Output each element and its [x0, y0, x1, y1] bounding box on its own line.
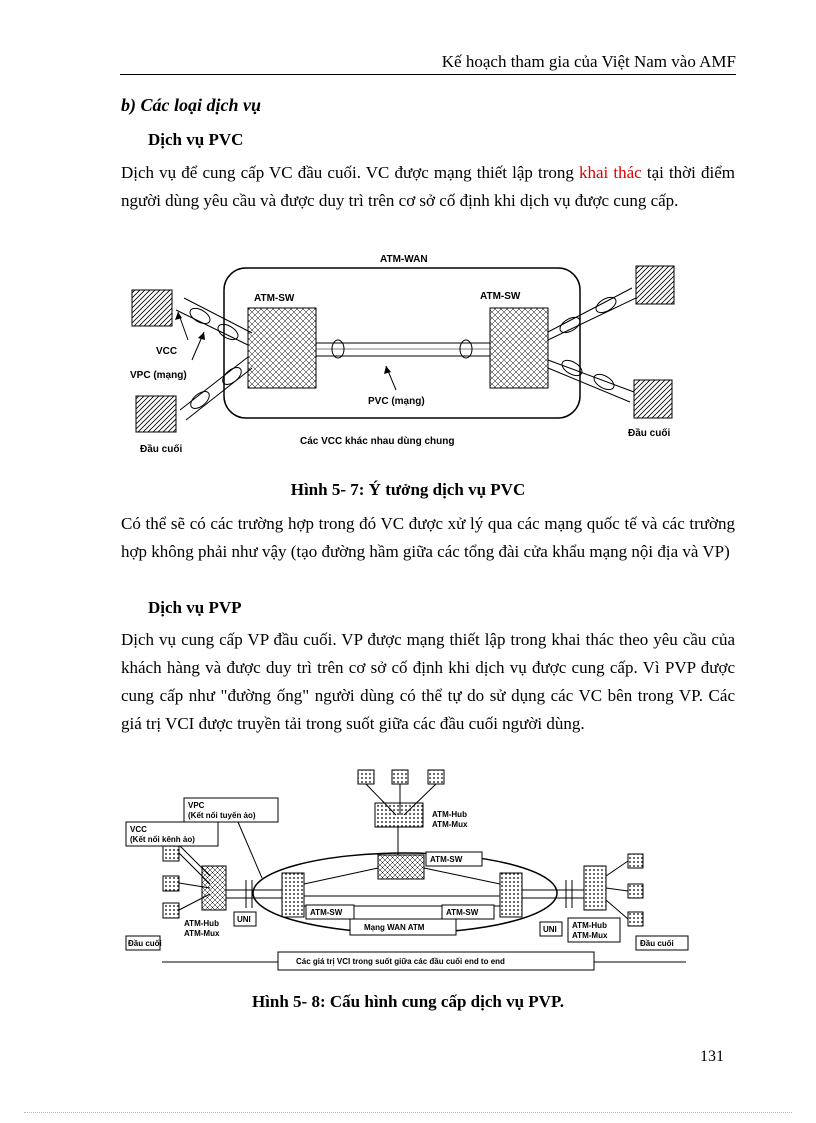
- hub-left-label-2: ATM-Mux: [184, 929, 220, 938]
- vcc-label-1: VCC: [130, 825, 147, 834]
- terminal-right-1: [628, 854, 643, 868]
- atm-sw-right-node: [500, 873, 522, 917]
- atm-sw-left-node-label: ATM-SW: [310, 908, 343, 917]
- terminal-left-label: Đầu cuối: [128, 939, 162, 948]
- atm-wan-label: ATM-WAN: [380, 254, 428, 265]
- vpc-label-2: (Kết nối tuyến ảo): [188, 811, 256, 820]
- terminal-right-label: Đầu cuối: [640, 939, 674, 948]
- hub-top-label-1: ATM-Hub: [432, 810, 467, 819]
- terminal-top-3: [428, 770, 444, 784]
- shared-vcc-label: Các VCC khác nhau dùng chung: [300, 436, 455, 447]
- hub-right-label-1: ATM-Hub: [572, 921, 607, 930]
- terminal-left-3: [163, 903, 179, 918]
- page-bottom-rule: [24, 1112, 792, 1113]
- figure-5-8-caption: Hình 5- 8: Cấu hình cung cấp dịch vụ PVP.: [251, 992, 565, 1011]
- running-header: Kế hoạch tham gia của Việt Nam vào AMF: [120, 52, 736, 75]
- terminal-top-1: [358, 770, 374, 784]
- pvp-paragraph: Dịch vụ cung cấp VP đầu cuối. VP được mạng thiết lập trong khai thác theo yêu cầu của khách hàng và được duy trì trên cơ sở cố định khi dịch vụ được cung cấp. Vì PVP được cung cấp như "đường ống" người dùng có thể tự do sử dụng các VC bên trong VP. Các giá trị VCI được truyền tải trong suốt giữa các đầu cuối người dùng.: [121, 630, 735, 733]
- vcc-label-2: (Kết nối kênh ảo): [130, 835, 195, 844]
- vpc-label-1: VPC: [188, 801, 205, 810]
- section-title: b) Các loại dịch vụ: [121, 95, 261, 115]
- vc-international-paragraph: Có thể sẽ có các trường hợp trong đó VC được xử lý qua các mạng quốc tế và các trường hợp không phải như vậy (tạo đường hầm giữa các tổng đài cửa khẩu mạng nội địa và VP): [121, 514, 735, 561]
- atm-sw-top: [378, 855, 424, 879]
- uni-left-label: UNI: [237, 915, 251, 924]
- atm-sw-left-label: ATM-SW: [254, 293, 295, 304]
- pvc-label: PVC (mạng): [368, 396, 425, 407]
- hub-right: [584, 866, 606, 910]
- hub-right-label-2: ATM-Mux: [572, 931, 608, 940]
- wan-label: Mạng WAN ATM: [364, 923, 425, 932]
- terminal-left-label: Đầu cuối: [140, 444, 183, 455]
- hub-top: [375, 803, 423, 827]
- hub-left: [202, 866, 226, 910]
- vci-transparent-label: Các giá trị VCI trong suốt giữa các đầu cuối end to end: [296, 957, 505, 966]
- pvc-text-before: Dịch vụ để cung cấp VC đầu cuối. VC được mạng thiết lập trong: [121, 163, 579, 182]
- page-number: 131: [700, 1048, 724, 1065]
- atm-sw-top-label: ATM-SW: [430, 855, 463, 864]
- pvc-text-after: tại thời điểm người dùng yêu cầu và được duy trì trên cơ sở cố định khi dịch vụ được cung cấp.: [121, 163, 736, 210]
- vpc-label: VPC (mạng): [130, 370, 187, 381]
- terminal-top-2: [392, 770, 408, 784]
- atm-sw-left-node: [282, 873, 304, 917]
- terminal-right-2: [628, 884, 643, 898]
- vcc-label: VCC: [156, 346, 178, 357]
- pvp-heading: Dịch vụ PVP: [148, 598, 242, 617]
- hub-top-label-2: ATM-Mux: [432, 820, 468, 829]
- terminal-left-2: [163, 876, 179, 891]
- highlight-khai-thac: khai thác: [579, 163, 642, 182]
- atm-sw-right-label: ATM-SW: [480, 291, 521, 302]
- atm-sw-right-node-label: ATM-SW: [446, 908, 479, 917]
- uni-right-label: UNI: [543, 925, 557, 934]
- figure-5-7-caption: Hình 5- 7: Ý tưởng dịch vụ PVC: [290, 480, 526, 499]
- hub-left-label-1: ATM-Hub: [184, 919, 219, 928]
- terminal-left-1: [163, 846, 179, 861]
- pvc-heading: Dịch vụ PVC: [148, 130, 244, 149]
- terminal-right-label: Đầu cuối: [628, 428, 671, 439]
- terminal-right-3: [628, 912, 643, 926]
